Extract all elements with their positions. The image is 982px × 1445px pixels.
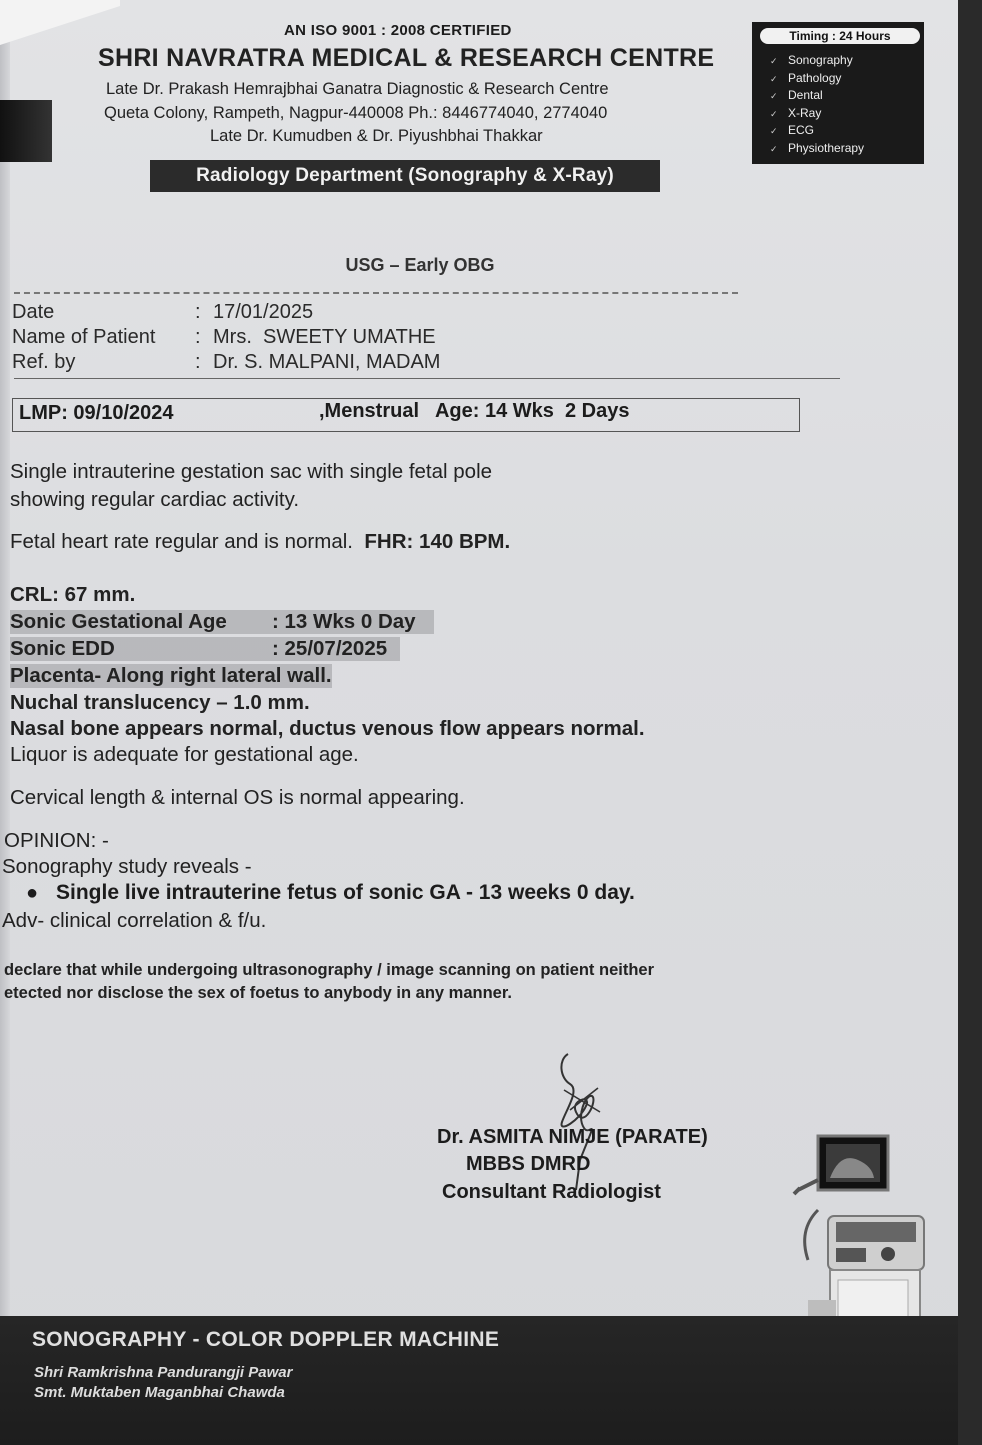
sonic-edd-value: : 25/07/2025 <box>272 637 388 660</box>
finding-nuchal: Nuchal translucency – 1.0 mm. <box>10 691 310 714</box>
timing-panel <box>752 22 924 164</box>
doctor-degree: MBBS DMRD <box>466 1153 591 1175</box>
ref-row: Ref. by : Dr. S. MALPANI, MADAM <box>12 351 441 373</box>
sonic-edd-label: Sonic EDD <box>10 637 115 660</box>
centre-subtitle: Late Dr. Prakash Hemrajbhai Ganatra Diagnostic & Research Centre <box>106 80 609 98</box>
footer-title: SONOGRAPHY - COLOR DOPPLER MACHINE <box>32 1328 500 1351</box>
service-item: ✓ Sonography <box>770 52 864 70</box>
lmp-value: LMP: 09/10/2024 <box>19 402 174 424</box>
sonic-ga-label: Sonic Gestational Age <box>10 610 227 633</box>
lmp-box <box>12 398 800 432</box>
fhr-value: FHR: 140 BPM. <box>364 530 511 553</box>
divider-line <box>14 378 840 379</box>
check-icon: ✓ <box>770 91 778 102</box>
ref-value: Dr. S. MALPANI, MADAM <box>213 351 441 373</box>
finding-nasal: Nasal bone appears normal, ductus venous flow appears normal. <box>10 717 645 740</box>
finding-crl: CRL: 67 mm. <box>10 583 136 606</box>
service-item: ✓ Physiotherapy <box>770 140 864 158</box>
declaration-line-1: declare that while undergoing ultrasonography / image scanning on patient neither <box>4 961 655 979</box>
check-icon: ✓ <box>770 73 778 84</box>
service-item: ✓ Pathology <box>770 70 864 88</box>
opinion-heading: OPINION: - <box>4 829 109 852</box>
centre-founders: Late Dr. Kumudben & Dr. Piyushbhai Thakkar <box>210 127 543 145</box>
opinion-bullet: ● Single live intrauterine fetus of sonic GA - 13 weeks 0 day. <box>26 881 635 904</box>
finding-placenta: Placenta- Along right lateral wall. <box>10 664 332 687</box>
finding-sac: Single intrauterine gestation sac with single fetal pole <box>10 460 493 483</box>
menstrual-age: ,Menstrual Age: 14 Wks 2 Days <box>319 400 630 422</box>
service-item: ✓ ECG <box>770 122 864 140</box>
bullet-icon: ● <box>26 882 39 904</box>
service-item: ✓ Dental <box>770 87 864 105</box>
service-item: ✓ X-Ray <box>770 105 864 123</box>
patient-row: Name of Patient : Mrs. SWEETY UMATHE <box>12 326 436 348</box>
divider-dashed <box>14 292 738 294</box>
opinion-intro: Sonography study reveals - <box>2 855 252 878</box>
centre-address: Queta Colony, Rampeth, Nagpur-440008 Ph.: 8446774040, 2774040 <box>104 104 608 122</box>
department-banner: Radiology Department (Sonography & X-Ray) <box>150 160 660 192</box>
ref-label: Ref. by <box>12 351 76 373</box>
doctor-role: Consultant Radiologist <box>442 1181 661 1203</box>
paper-corner <box>0 0 120 45</box>
signature <box>540 1050 620 1200</box>
sonic-ga-row <box>10 610 434 634</box>
opinion-advice: Adv- clinical correlation & f/u. <box>2 909 267 932</box>
doctor-name: Dr. ASMITA NIMJE (PARATE) <box>437 1126 708 1148</box>
check-icon: ✓ <box>770 56 778 66</box>
footer-donor-2: Smt. Muktaben Maganbhai Chawda <box>34 1384 285 1401</box>
page-fold <box>0 0 10 1445</box>
declaration-line-2: etected nor disclose the sex of foetus to anybody in any manner. <box>4 984 512 1002</box>
date-row: Date : 17/01/2025 <box>12 301 314 323</box>
finding-cervical: Cervical length & internal OS is normal appearing. <box>10 786 465 809</box>
finding-cardiac: showing regular cardiac activity. <box>10 488 300 511</box>
footer-donor-1: Shri Ramkrishna Pandurangji Pawar <box>34 1364 293 1381</box>
patient-value: Mrs. SWEETY UMATHE <box>213 326 436 348</box>
check-icon: ✓ <box>770 143 778 154</box>
report-title: USG – Early OBG <box>345 255 495 275</box>
finding-liquor: Liquor is adequate for gestational age. <box>10 743 359 766</box>
patient-label: Name of Patient <box>12 326 156 348</box>
sonic-edd-row <box>10 637 400 661</box>
sonic-ga-value: : 13 Wks 0 Day <box>272 610 416 633</box>
binding-clip <box>0 100 52 162</box>
certification-text: AN ISO 9001 : 2008 CERTIFIED <box>284 22 512 39</box>
timing-label: Timing : 24 Hours <box>760 28 920 44</box>
date-value: 17/01/2025 <box>213 301 314 323</box>
check-icon: ✓ <box>770 108 778 119</box>
check-icon: ✓ <box>770 126 778 137</box>
footer-banner <box>0 1316 958 1445</box>
finding-fhr: Fetal heart rate regular and is normal. FHR: 140 BPM. <box>10 530 511 553</box>
centre-name: SHRI NAVRATRA MEDICAL & RESEARCH CENTRE <box>98 44 715 72</box>
date-label: Date <box>12 301 55 323</box>
services-list <box>770 52 864 158</box>
